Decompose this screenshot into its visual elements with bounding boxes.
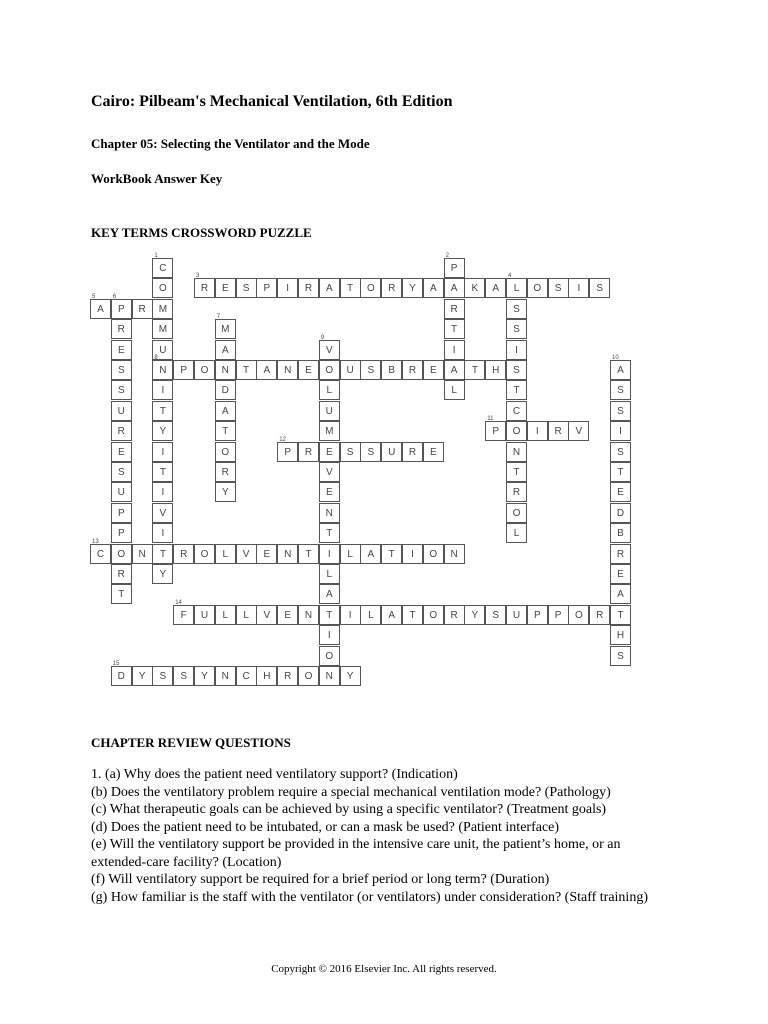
review-questions-heading: CHAPTER REVIEW QUESTIONS: [91, 735, 291, 750]
crossword-cell: N: [132, 544, 153, 564]
crossword-cell: O: [423, 605, 444, 625]
crossword-cell: L: [340, 544, 361, 564]
crossword-cell: C: [506, 401, 527, 421]
crossword-cell: P: [111, 523, 132, 543]
crossword-cell: I: [319, 625, 340, 645]
crossword-cell: Y: [464, 605, 485, 625]
crossword-cell: S: [506, 360, 527, 380]
crossword-cell: O: [506, 503, 527, 523]
crossword-cell: P 6: [111, 299, 132, 319]
crossword-cell: T: [506, 462, 527, 482]
crossword-cell: A 5: [90, 299, 111, 319]
crossword-cell: T: [236, 360, 257, 380]
crossword-cell: I: [152, 482, 173, 502]
crossword-cell: T: [215, 421, 236, 441]
crossword-cell: R: [444, 299, 465, 319]
crossword-cell: N: [277, 544, 298, 564]
question-item: (d) Does the patient need to be intubated, or can a mask be used? (Patient interface): [91, 819, 560, 835]
crossword-cell: S: [360, 360, 381, 380]
crossword-cell: S: [506, 319, 527, 339]
crossword-cell: S: [589, 278, 610, 298]
clue-number: 4: [508, 273, 512, 280]
crossword-cell: I: [506, 340, 527, 360]
crossword-cell: S: [173, 666, 194, 686]
crossword-cell: T: [381, 544, 402, 564]
crossword-cell: S: [111, 380, 132, 400]
question-item: (g) How familiar is the staff with the ventilator (or ventilators) under consideration? (Staff training): [91, 889, 648, 905]
crossword-cell: A: [381, 605, 402, 625]
crossword-cell: E: [319, 442, 340, 462]
crossword-cell: T: [152, 544, 173, 564]
crossword-cell: N: [215, 666, 236, 686]
crossword-cell: R: [111, 319, 132, 339]
crossword-cell: E: [277, 605, 298, 625]
crossword-cell: V: [319, 462, 340, 482]
crossword-cell: O: [152, 278, 173, 298]
crossword-cell: T: [319, 605, 340, 625]
clue-number: 12: [279, 436, 286, 443]
crossword-cell: O: [360, 278, 381, 298]
crossword-cell: O: [568, 605, 589, 625]
crossword-cell: R: [111, 421, 132, 441]
crossword-cell: L: [444, 380, 465, 400]
crossword-cell: S: [485, 605, 506, 625]
crossword-cell: S: [548, 278, 569, 298]
crossword-cell: U: [319, 401, 340, 421]
crossword-cell: R: [215, 462, 236, 482]
crossword-cell: N: [506, 442, 527, 462]
crossword-cell: R: [298, 278, 319, 298]
crossword-cell: T: [319, 523, 340, 543]
crossword-cell: N: [298, 605, 319, 625]
crossword-cell: E: [111, 340, 132, 360]
crossword-cell: H: [485, 360, 506, 380]
crossword-cell: R: [132, 299, 153, 319]
crossword-cell: U: [111, 401, 132, 421]
crossword-cell: A: [319, 278, 340, 298]
crossword-cell: R: [402, 442, 423, 462]
crossword-cell: R: [402, 360, 423, 380]
crossword-cell: P: [548, 605, 569, 625]
crossword-cell: T: [444, 319, 465, 339]
crossword-cell: L: [319, 564, 340, 584]
crossword-cell: Y: [215, 482, 236, 502]
crossword-cell: D: [610, 503, 631, 523]
workbook-subtitle: WorkBook Answer Key: [91, 171, 223, 186]
crossword-cell: I: [568, 278, 589, 298]
crossword-cell: Y: [194, 666, 215, 686]
crossword-cell: A: [610, 584, 631, 604]
crossword-cell: Y: [132, 666, 153, 686]
crossword-cell: T: [298, 544, 319, 564]
crossword-cell: L 4: [506, 278, 527, 298]
crossword-cell: E: [610, 564, 631, 584]
crossword-cell: O: [194, 360, 215, 380]
crossword-cell: A: [485, 278, 506, 298]
crossword-cell: D: [215, 380, 236, 400]
clue-number: 14: [175, 599, 182, 606]
crossword-cell: H: [256, 666, 277, 686]
crossword-cell: O: [423, 544, 444, 564]
crossword-cell: V: [568, 421, 589, 441]
crossword-cell: B: [381, 360, 402, 380]
crossword-cell: P: [173, 360, 194, 380]
crossword-cell: I: [610, 421, 631, 441]
document-title: Cairo: Pilbeam's Mechanical Ventilation, 6th Edition: [91, 93, 453, 110]
crossword-cell: A: [215, 401, 236, 421]
crossword-cell: L: [360, 605, 381, 625]
crossword-cell: Y: [152, 564, 173, 584]
crossword-cell: T: [111, 584, 132, 604]
question-item: (f) Will ventilatory support be required for a brief period or long term? (Duration): [91, 872, 550, 887]
crossword-cell: A: [256, 360, 277, 380]
crossword-heading: KEY TERMS CROSSWORD PUZZLE: [91, 225, 312, 240]
crossword-cell: S: [111, 360, 132, 380]
crossword-cell: C: [236, 666, 257, 686]
crossword-cell: R: [173, 544, 194, 564]
crossword-cell: R: [111, 564, 132, 584]
crossword-cell: R: [444, 605, 465, 625]
crossword-cell: P: [256, 278, 277, 298]
crossword-cell: V: [236, 544, 257, 564]
crossword-cell: M: [152, 319, 173, 339]
crossword-cell: V: [256, 605, 277, 625]
crossword-cell: N: [319, 666, 340, 686]
clue-number: 2: [445, 253, 449, 259]
crossword-cell: S: [360, 442, 381, 462]
crossword-cell: Y: [152, 421, 173, 441]
crossword-cell: K: [464, 278, 485, 298]
question-item: 1. (a) Why does the patient need ventilatory support? (Indication): [91, 767, 458, 782]
question-item: (c) What therapeutic goals can be achieved by using a specific ventilator? (Treatment goals): [91, 802, 607, 817]
clue-number: 3: [196, 273, 200, 280]
crossword-cell: O: [111, 544, 132, 564]
crossword-cell: O: [215, 442, 236, 462]
crossword-cell: R: [610, 544, 631, 564]
crossword-cell: O: [319, 360, 340, 380]
crossword-cell: C 13: [90, 544, 111, 564]
crossword-cell: S: [610, 401, 631, 421]
question-item: (e) Will the ventilatory support be provided in the intensive care unit, the patient’s home, or an extended-care facility? (Location): [91, 837, 621, 870]
crossword-cell: P 2: [444, 258, 465, 278]
crossword-cell: U: [194, 605, 215, 625]
crossword-cell: A: [215, 340, 236, 360]
clue-number: 9: [320, 334, 325, 341]
crossword-cell: E: [423, 360, 444, 380]
crossword-cell: P: [527, 605, 548, 625]
crossword-cell: T: [340, 278, 361, 298]
crossword-cell: Y: [402, 278, 423, 298]
crossword-cell: O: [319, 646, 340, 666]
crossword-cell: M: [152, 299, 173, 319]
crossword-cell: U: [506, 605, 527, 625]
crossword-cell: I: [527, 421, 548, 441]
crossword-cell: S: [236, 278, 257, 298]
crossword-cell: A 10: [610, 360, 631, 380]
crossword-cell: T: [464, 360, 485, 380]
crossword-cell: A: [423, 278, 444, 298]
crossword-cell: V: [152, 503, 173, 523]
question-item: (b) Does the ventilatory problem require a special mechanical ventilation mode? (Pathology): [91, 784, 611, 800]
crossword-cell: R 3: [194, 278, 215, 298]
crossword-cell: O: [527, 278, 548, 298]
crossword-cell: I: [152, 442, 173, 462]
crossword-cell: A: [444, 278, 465, 298]
crossword-cell: I: [319, 544, 340, 564]
crossword-cell: R: [381, 278, 402, 298]
crossword-cell: I: [340, 605, 361, 625]
crossword-cell: E: [610, 482, 631, 502]
clue-number: 8: [154, 355, 158, 361]
crossword-cell: T: [152, 401, 173, 421]
crossword-cell: S: [152, 666, 173, 686]
crossword-cell: V 9: [319, 340, 340, 360]
crossword-cell: S: [340, 442, 361, 462]
crossword-cell: R: [548, 421, 569, 441]
crossword-cell: T: [152, 462, 173, 482]
crossword-cell: S: [111, 462, 132, 482]
crossword-cell: P: [111, 503, 132, 523]
copyright-footer: Copyright © 2016 Elsevier Inc. All rights reserved.: [271, 963, 497, 975]
crossword-cell: I: [444, 340, 465, 360]
crossword-cell: L: [215, 605, 236, 625]
clue-number: 5: [92, 293, 96, 300]
crossword-cell: A: [319, 584, 340, 604]
crossword-cell: E: [423, 442, 444, 462]
crossword-cell: I: [402, 544, 423, 564]
chapter-title: Chapter 05: Selecting the Ventilator and the Mode: [91, 136, 370, 151]
crossword-cell: L: [319, 380, 340, 400]
crossword-cell: S: [610, 442, 631, 462]
crossword-cell: S: [506, 299, 527, 319]
crossword-cell: U: [111, 482, 132, 502]
crossword-cell: S: [610, 646, 631, 666]
crossword-cell: A: [444, 360, 465, 380]
crossword-cell: L: [236, 605, 257, 625]
crossword-cell: O: [194, 544, 215, 564]
clue-number: 11: [487, 416, 494, 423]
crossword-cell: O: [506, 421, 527, 441]
crossword-cell: U: [152, 340, 173, 360]
crossword-cell: E: [215, 278, 236, 298]
crossword-cell: E: [319, 482, 340, 502]
crossword-cell: T: [402, 605, 423, 625]
crossword-cell: P 12: [277, 442, 298, 462]
crossword-cell: E: [256, 544, 277, 564]
crossword-cell: T: [506, 380, 527, 400]
crossword-cell: N: [215, 360, 236, 380]
clue-number: 10: [612, 355, 619, 361]
crossword-cell: R: [277, 666, 298, 686]
crossword-cell: Y: [340, 666, 361, 686]
crossword-cell: E: [111, 442, 132, 462]
crossword-cell: U: [381, 442, 402, 462]
crossword-cell: U: [340, 360, 361, 380]
crossword-cell: R: [506, 482, 527, 502]
crossword-cell: A: [360, 544, 381, 564]
crossword-cell: P 11: [485, 421, 506, 441]
crossword-cell: I: [277, 278, 298, 298]
crossword-cell: L: [506, 523, 527, 543]
crossword-cell: N: [444, 544, 465, 564]
crossword-cell: T: [610, 462, 631, 482]
clue-number: 13: [92, 538, 99, 545]
crossword-cell: L: [215, 544, 236, 564]
crossword-cell: N: [277, 360, 298, 380]
crossword-cell: M: [319, 421, 340, 441]
review-questions-list: [91, 766, 651, 906]
crossword-cell: R: [589, 605, 610, 625]
crossword-cell: R: [298, 442, 319, 462]
crossword-cell: N: [319, 503, 340, 523]
crossword-cell: T: [610, 605, 631, 625]
clue-number: 1: [154, 253, 158, 259]
crossword-cell: I: [152, 380, 173, 400]
crossword-cell: M 7: [215, 319, 236, 339]
clue-number: 7: [216, 314, 221, 321]
crossword-cell: C 1: [152, 258, 173, 278]
clue-number: 15: [112, 661, 120, 667]
crossword-cell: F 14: [173, 605, 194, 625]
crossword-cell: H: [610, 625, 631, 645]
crossword-cell: N 8: [152, 360, 173, 380]
crossword-cell: D 15: [111, 666, 132, 686]
clue-number: 6: [112, 293, 117, 300]
crossword-cell: B: [610, 523, 631, 543]
crossword-cell: S: [610, 380, 631, 400]
crossword-cell: I: [152, 523, 173, 543]
crossword-cell: E: [298, 360, 319, 380]
crossword-cell: O: [298, 666, 319, 686]
